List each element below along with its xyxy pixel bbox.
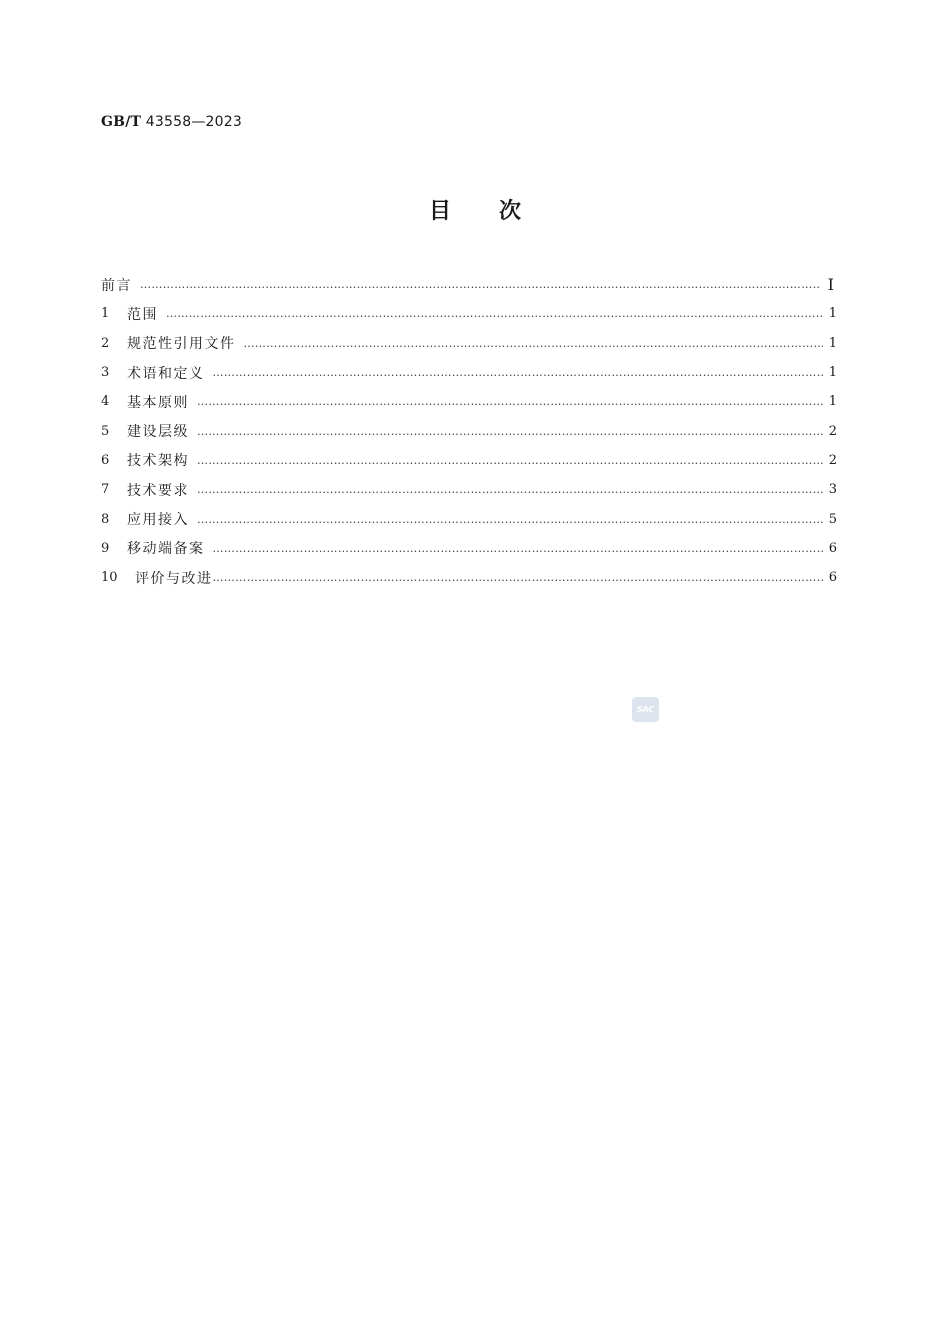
toc-entry-text: 术语和定义: [127, 365, 205, 382]
toc-entry-foreword[interactable]: [101, 270, 837, 299]
toc-title: 目次: [428, 199, 569, 224]
toc-dot-leader: [213, 572, 823, 583]
toc-entry-text: 技术要求: [127, 482, 189, 499]
toc-dot-leader: [244, 338, 823, 349]
standard-code: [101, 114, 242, 130]
toc-entry-5[interactable]: [101, 416, 837, 445]
toc-entry-text: 基本原则: [127, 394, 189, 411]
toc-entry-8[interactable]: [101, 504, 837, 533]
toc-entry-page: 2: [828, 452, 837, 468]
toc-dot-leader: [166, 308, 823, 319]
toc-entry-7[interactable]: [101, 475, 837, 504]
toc-entry-number: 9: [101, 540, 110, 556]
toc-entry-2[interactable]: [101, 329, 837, 358]
toc-entry-1[interactable]: [101, 299, 837, 328]
toc-dot-leader: [197, 514, 823, 525]
toc-entry-page: 2: [828, 423, 837, 439]
toc-entry-number: 10: [101, 570, 118, 586]
toc-entry-text: 技术架构: [127, 453, 189, 470]
toc-entry-number: 6: [101, 452, 110, 468]
toc-entry-3[interactable]: [101, 358, 837, 387]
toc-entry-page: 3: [828, 482, 837, 498]
toc-list: [101, 270, 837, 592]
toc-entry-page: 6: [828, 540, 837, 556]
watermark-text: SAC: [636, 705, 655, 714]
toc-entry-10[interactable]: [101, 563, 837, 592]
standard-code-number: 43558—2023: [145, 114, 242, 130]
toc-entry-page: 5: [828, 511, 837, 527]
toc-entry-number: 2: [101, 335, 110, 351]
toc-entry-text: 建设层级: [127, 424, 189, 441]
toc-dot-leader: [197, 426, 823, 437]
toc-entry-page: 1: [828, 306, 837, 322]
toc-entry-number: 7: [101, 482, 110, 498]
toc-dot-leader: [140, 279, 820, 290]
toc-entry-4[interactable]: [101, 387, 837, 416]
toc-entry-text: 规范性引用文件: [127, 336, 236, 353]
toc-entry-page: 6: [828, 570, 837, 586]
toc-dot-leader: [197, 396, 823, 407]
standard-code-prefix: GB/T: [101, 114, 142, 130]
toc-entry-number: 5: [101, 423, 110, 439]
toc-entry-text: 应用接入: [127, 512, 189, 529]
toc-entry-page: 1: [828, 335, 837, 351]
sac-watermark-logo: [632, 697, 659, 722]
toc-entry-number: 4: [101, 394, 110, 410]
toc-entry-page: 1: [828, 365, 837, 381]
toc-entry-9[interactable]: [101, 534, 837, 563]
toc-entry-number: 1: [101, 306, 110, 322]
toc-entry-text: 前言: [101, 277, 132, 294]
toc-entry-text: 移动端备案: [127, 541, 205, 558]
toc-entry-text: 范围: [127, 306, 158, 323]
toc-dot-leader: [197, 484, 823, 495]
toc-entry-6[interactable]: [101, 446, 837, 475]
toc-entry-text: 评价与改进: [135, 570, 213, 587]
toc-entry-number: 3: [101, 365, 110, 381]
toc-entry-number: 8: [101, 511, 110, 527]
toc-entry-page: 1: [828, 394, 837, 410]
toc-dot-leader: [213, 543, 823, 554]
toc-entry-page: Ⅰ: [827, 275, 834, 295]
toc-dot-leader: [197, 455, 823, 466]
toc-dot-leader: [213, 367, 823, 378]
